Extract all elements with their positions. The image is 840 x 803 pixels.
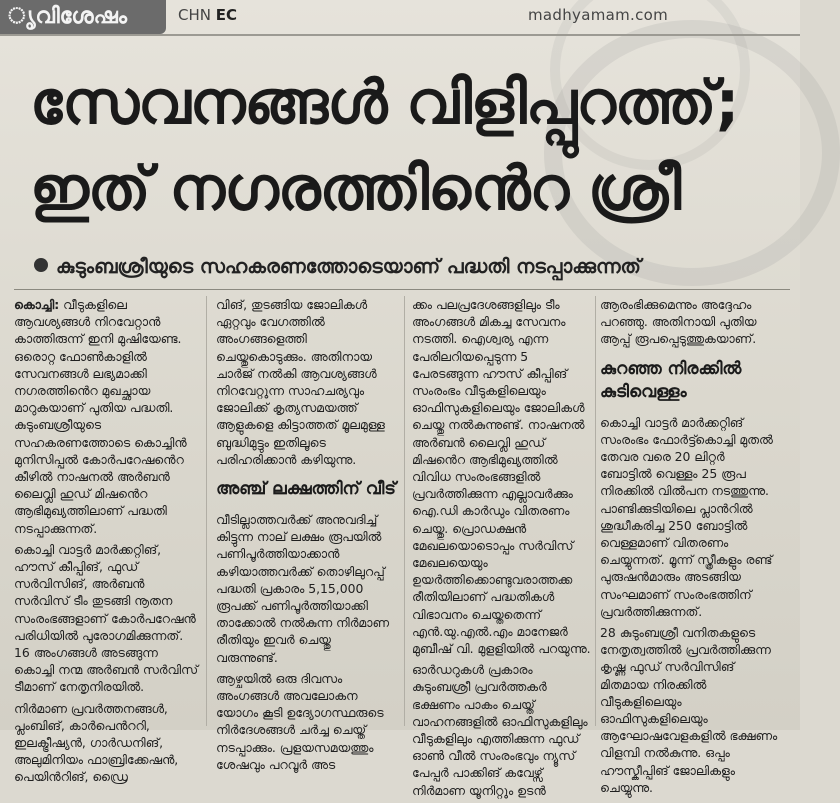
paragraph: ആരംഭിക്കുമെന്നും അദ്ദേഹം പറഞ്ഞു. അതിനായി പുതിയ ആപ്പ് രൂപപ്പെടുത്തുകയാണ്.	[600, 297, 757, 347]
column-4	[600, 296, 780, 800]
paragraph: ആഴ്ചയിൽ ഒരു ദിവസം അംഗങ്ങൾ അവലോകന യോഗം കൂടി ഉദ്യോഗസ്ഥരുടെ നിർദേശങ്ങൾ ചർച്ച ചെയ്ത് നടപ്പാക്കും. പ്രളയസമയത്തും ശേഷവും പറവൂർ അട	[216, 670, 384, 772]
dateline: കൊച്ചി:	[14, 297, 60, 312]
paragraph: വിങ്, തുടങ്ങിയ ജോലികൾ ഏറ്റവും വേഗത്തിൽ അംഗങ്ങളെത്തി ചെയ്തുകൊടുക്കും. അതിനായ ചാർജ് നൽകി ആവശ്യങ്ങൾ നിറവേറ്റുന്ന സാഹചര്യവും ജോലിക്ക് കൃത്യസമയത്ത് ആളുകളെ കിട്ടാത്തത് മൂലമുള്ള ബുദ്ധിമുട്ടും ഇതിലൂടെ പരിഹരിക്കാൻ കഴിയുന്നു.	[216, 297, 385, 467]
deck-rule	[14, 289, 790, 290]
column-divider	[206, 296, 207, 726]
paragraph-text: വീടുകളിലെ ആവശ്യങ്ങൾ നിറവേറ്റാൻ കാത്തിരുന്ന് ഇനി മുഷിയേണ്ട. ഒരൊറ്റ ഫോൺകാളിൽ സേവനങ്ങൾ ലഭ്യമാക്കി നഗരത്തിൻെറ മുഖച്ഛായ മാറുകയാണ് പുതിയ പദ്ധതി. കുടുംബശ്രീയുടെ സഹകരണത്തോടെ കൊച്ചിൻ മുനിസിപ്പൽ കോർപറേഷൻെറ കീഴിൽ നാഷനൽ അർബൻ ലൈവ്ലി ഹുഡ് മിഷൻെറ ആഭിമുഖ്യത്തിലാണ് പദ്ധതി നടപ്പാക്കുന്നത്.	[14, 297, 187, 536]
paragraph: വീടില്ലാത്തവർക്ക് അനുവദിച്ച് കിട്ടുന്ന നാല് ലക്ഷം രൂപയിൽ പണിപൂർത്തിയാക്കാൻ കഴിയാത്തവർക്ക് തൊഴിലുറപ്പ് പദ്ധതി പ്രകാരം 5,15,000 രൂപക്ക് പണിപൂർത്തിയാക്കി താക്കോൽ നൽകുന്ന നിർമാണ രീതിയും ഇവർ ചെയ്തു വരുന്നുണ്ട്.	[216, 512, 389, 665]
headline	[30, 60, 770, 232]
column-3	[412, 296, 592, 803]
edition-code-bold: EC	[215, 6, 238, 24]
deck	[34, 255, 784, 278]
paragraph	[14, 296, 199, 537]
edition-code	[178, 6, 237, 24]
column-2	[216, 296, 396, 777]
header-rule	[0, 34, 800, 36]
bullet-icon	[34, 258, 48, 272]
paragraph: 28 കുടുംബശ്രീ വനിതകളുടെ നേതൃത്വത്തിൽ പ്രവർത്തിക്കുന്ന കൃഷ്ണ ഫുഡ് സർവിസിങ് മിതമായ നിരക്കിൽ വീടുകളിലെയും ഓഫിസുകളിലെയും ആഘോഷവേളകളിൽ ഭക്ഷണം വിളമ്പി നൽകുന്നു. ഒപ്പം ഹൗസ്കീപ്പിങ് ജോലികളും ചെയ്യുന്നു.	[600, 625, 778, 795]
edition-prefix: CHN	[178, 6, 216, 24]
paragraph: കൊച്ചി വാട്ടർ മാർക്കറ്റിങ്, ഹൗസ് കീപ്പിങ്, ഫുഡ് സർവിസിങ്, അർബൻ സർവിസ് ടീം തുടങ്ങി നൂതന സംരംഭങ്ങളാണ് കോർപറേഷൻ പരിധിയിൽ പുരോഗമിക്കുന്നത്. 16 അംഗങ്ങൾ അടങ്ങുന്ന കൊച്ചി നന്മ അർബൻ സർവിസ് ടീമാണ് നേതൃനിരയിൽ.	[14, 541, 199, 695]
deck-text: കുടുംബശ്രീയുടെ സഹകരണത്തോടെയാണ് പദ്ധതി നടപ്പാക്കുന്നത്	[56, 255, 641, 278]
site-url: madhyamam.com	[528, 6, 669, 24]
paragraph: നിർമാണ പ്രവർത്തനങ്ങൾ, പ്ലംബിങ്, കാർപെൻററി, ഇലക്ട്രീഷ്യൻ, ഗാർഡനിങ്, അലുമിനിയം ഫാബ്രിക്കേഷൻ, പെയിൻറിങ്, ഡ്രൈ	[14, 700, 179, 785]
headline-line-1: സേവനങ്ങൾ വിളിപ്പുറത്ത്;	[30, 68, 739, 138]
paragraph: ഓർഡറുകൾ പ്രകാരം കുടുംബശ്രീ പ്രവർത്തകർ ഭക്ഷണം പാകം ചെയ്ത് വാഹനങ്ങളിൽ ഓഫിസുകളിലും വീടുകളിലും എത്തിക്കുന്ന ഫുഡ് ഓൺ വീൽ സംരംഭവും ന്യൂസ് പേപ്പർ പാക്കിങ് കവേഴ്സ് നിർമാണ യൂനിറ്റും ഉടൻ	[412, 662, 588, 798]
column-divider	[595, 296, 596, 726]
paragraph: കൊച്ചി വാട്ടർ മാർക്കറ്റിങ് സംരംഭം ഫോർട്ട്കൊച്ചി മുതൽ തേവര വരെ 20 ലിറ്റർ ബോട്ടിൽ വെള്ളം 25 രൂപ നിരക്കിൽ വിൽപന നടത്തുന്നു. പാണ്ടിക്കുടിയിലെ പ്ലാൻറിൽ ശുദ്ധീകരിച്ച 250 ബോട്ടിൽ വെള്ളമാണ് വിതരണം ചെയ്യുന്നത്. മൂന്ന് സ്ത്രീകളും രണ്ട് പുരുഷൻമാരും അടങ്ങിയ സംഘമാണ് സംരംഭത്തിന് പ്രവർത്തിക്കുന്നത്.	[600, 414, 773, 619]
headline-line-2: ഇത് നഗരത്തിൻെറ ശ്രീ	[30, 154, 681, 224]
column-divider	[404, 296, 405, 726]
paragraph: ക്കം പലപ്രദേശങ്ങളിലും ടീം അംഗങ്ങൾ മികച്ച സേവനം നടത്തി. ഐശ്വര്യ എന്ന പേരിലറിയപ്പെടുന്ന 5 പേരടങ്ങുന്ന ഹൗസ് കീപ്പിങ് സംരംഭം വീടുകളിലെയും ഓഫിസുകളിലെയും ജോലികൾ ചെയ്തു നൽകുന്നുണ്ട്. നാഷനൽ അർബൻ ലൈവ്ലി ഹുഡ് മിഷൻെറ ആഭിമുഖ്യത്തിൽ വിവിധ സംരംഭങ്ങളിൽ പ്രവർത്തിക്കുന്ന എല്ലാവർക്കും ഐ.ഡി കാർഡും വിതരണം ചെയ്തു. പ്രൊഡക്ഷൻ മേഖലയൊടൊപ്പം സർവിസ് മേഖലയെയും ഉയർത്തിക്കൊണ്ടുവരാത്തക്ക രീതിയിലാണ് പദ്ധതികൾ വിഭാവനം ചെയ്തതെന്ന് എൻ.യു.എൽ.എം മാനേജർ മുബീഷ് വി. മുളളിയിൽ പറയുന്നു.	[412, 297, 591, 657]
subheading: അഞ്ച് ലക്ഷത്തിന് വീട്	[216, 479, 396, 500]
section-label: ൃവിശേഷം	[0, 0, 166, 34]
subheading: കുറഞ്ഞ നിരക്കിൽ കുടിവെള്ളം	[600, 358, 742, 402]
column-1	[14, 296, 199, 790]
